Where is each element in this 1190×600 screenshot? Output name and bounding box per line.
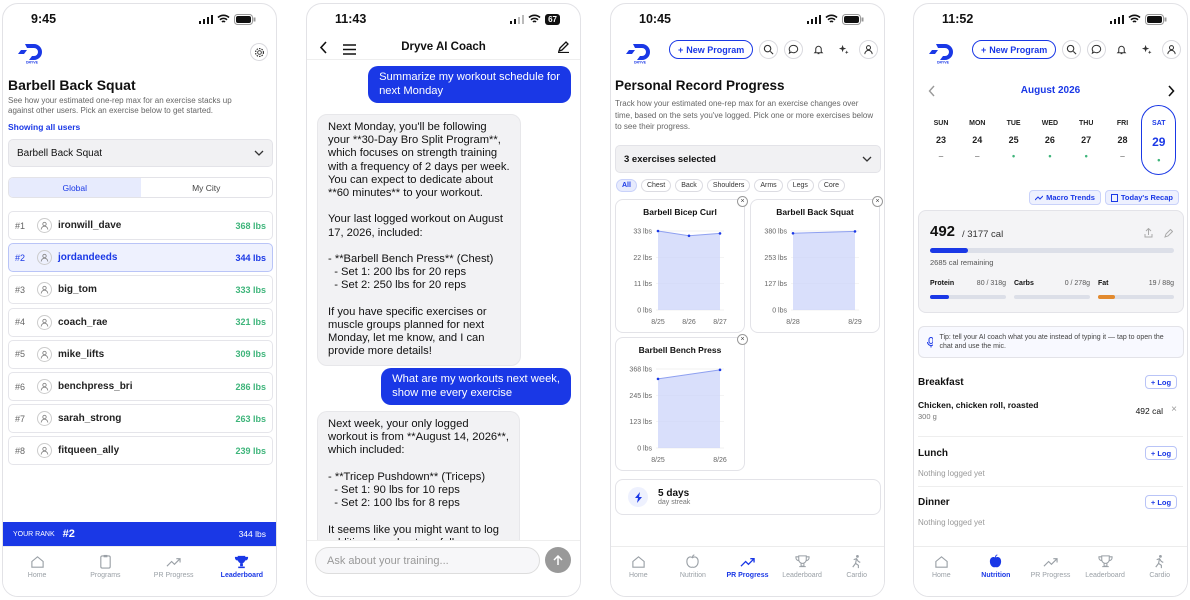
estimated-max: 263 lbs [235, 413, 266, 424]
remove-chart-button[interactable]: × [737, 334, 748, 345]
day-number: 23 [935, 135, 946, 145]
chart-bicep-curl [616, 200, 746, 334]
macro-track [930, 295, 1006, 299]
remove-food-button[interactable] [1171, 404, 1177, 415]
ai-coach-screen [306, 3, 581, 597]
avatar-icon [37, 443, 52, 458]
username: sarah_strong [58, 413, 122, 425]
macro-protein [930, 280, 1006, 299]
dinner-empty-text: Nothing logged yet [918, 518, 985, 527]
chevron-right-icon [1167, 85, 1175, 97]
trend-icon [740, 554, 755, 569]
search-button[interactable] [1062, 40, 1081, 59]
rank: #2 [15, 252, 26, 263]
avatar-icon [37, 315, 52, 330]
day-label: SUN [933, 120, 949, 127]
calories-remaining: 2685 cal remaining [930, 258, 994, 267]
series-area [658, 370, 720, 448]
username: mike_lifts [58, 348, 105, 360]
battery-icon [234, 14, 256, 25]
streak-value: 5 days [658, 488, 690, 499]
avatar-icon [37, 250, 52, 265]
log-dinner-button[interactable]: + Log [1145, 495, 1177, 509]
arrow-up-icon [553, 555, 563, 566]
rank: #3 [15, 284, 26, 295]
showing-users-link[interactable]: Showing all users [8, 122, 81, 132]
food-item-quantity: 300 g [918, 412, 937, 421]
your-rank-weight: 344 lbs [238, 529, 266, 539]
filter-chip-core[interactable]: Core [818, 179, 845, 192]
plus-icon: + [981, 44, 987, 55]
estimated-max: 333 lbs [235, 284, 266, 295]
macro-name: Fat [1098, 280, 1109, 287]
bell-icon [813, 44, 824, 55]
battery-icon [1145, 14, 1167, 25]
status-icons [1110, 14, 1167, 25]
assistant-message: Next Monday, you'll be following your **30-Day Bro Split Program**, which focuses on strength training with a frequency of 2 days per week. You can expect to dedicate about **60 minutes** to your workout. Your last logged workout on August 17, 2026, included: - **Barbell Bench Press** (Chest) - Set 1: 200 lbs for 20 reps - Set 2: 250 lbs for 20 reps If you have specific exercises or muscle groups planned for next Monday, let me know, and I can provide more details! [317, 114, 521, 366]
day-tue[interactable] [1000, 120, 1028, 161]
filter-chip-back[interactable]: Back [675, 179, 703, 192]
nutrition-screen [913, 3, 1188, 597]
status-time: 9:45 [31, 12, 57, 26]
svg-text:DRYVE: DRYVE [634, 60, 646, 64]
x-tick-label: 8/25 [651, 319, 665, 326]
tab-home[interactable]: Home [914, 547, 969, 596]
macro-value: 0 / 278g [1064, 280, 1090, 287]
x-tick-label: 8/26 [682, 319, 696, 326]
chart-card-back-squat [750, 199, 880, 333]
home-icon [30, 554, 45, 569]
home-icon [934, 554, 949, 569]
macro-fill [1098, 295, 1115, 299]
day-number: 26 [1044, 135, 1055, 145]
day-thu[interactable] [1072, 120, 1100, 161]
y-tick-label: 368 lbs [629, 366, 652, 374]
calorie-card [918, 210, 1184, 313]
y-tick-label: 245 lbs [629, 392, 652, 400]
next-month-button[interactable] [1167, 84, 1175, 102]
day-sun[interactable] [927, 120, 955, 161]
day-label: TUE [1006, 120, 1021, 127]
page-title: Barbell Back Squat [8, 77, 136, 93]
exercise-select-value: Barbell Back Squat [17, 147, 103, 159]
trophy-icon [234, 554, 249, 569]
day-wed[interactable] [1036, 120, 1064, 161]
day-number: 28 [1117, 135, 1128, 145]
estimated-max: 239 lbs [235, 445, 266, 456]
chart-title: Barbell Bench Press [638, 345, 722, 355]
chart-bench-press [616, 338, 746, 472]
chart-title: Barbell Back Squat [776, 207, 854, 217]
macro-track [1098, 295, 1174, 299]
day-number: 24 [972, 135, 983, 145]
calorie-progress-track [930, 248, 1174, 253]
runner-icon [849, 554, 864, 569]
sparkle-icon [838, 44, 849, 55]
chart-title: Barbell Bicep Curl [643, 207, 717, 217]
day-label: MON [969, 120, 986, 127]
search-icon [763, 44, 774, 55]
remove-chart-button[interactable]: × [872, 196, 883, 207]
chart-back-squat [751, 200, 881, 334]
meal-dinner-title: Dinner [918, 497, 950, 508]
username: coach_rae [58, 316, 108, 328]
sparkle-icon [1141, 44, 1152, 55]
your-rank-bar [3, 522, 276, 546]
y-tick-label: 380 lbs [764, 228, 787, 236]
wifi-icon [825, 14, 838, 24]
tip-text: Tip: tell your AI coach what you ate instead of typing it — tap to open the chat and use the mic. [939, 333, 1164, 350]
leaderboard-row[interactable] [8, 372, 273, 401]
data-point [657, 230, 660, 233]
day-log-indicator: • [1084, 151, 1088, 161]
signal-icon [199, 15, 213, 24]
status-icons [510, 14, 560, 25]
username: jordandeeds [58, 252, 118, 264]
remove-chart-button[interactable]: × [737, 196, 748, 207]
signal-icon [1110, 15, 1124, 24]
data-point [792, 232, 795, 235]
user-message: Summarize my workout schedule for next Monday [368, 66, 571, 103]
estimated-max: 309 lbs [235, 349, 266, 360]
rank: #7 [15, 413, 26, 424]
username: fitqueen_ally [58, 445, 120, 457]
rank: #5 [15, 349, 26, 360]
muscle-filter-chips [616, 179, 845, 192]
trend-icon [166, 554, 181, 569]
search-icon [1066, 44, 1077, 55]
status-time: 10:45 [639, 12, 671, 26]
dryve-logo [928, 42, 958, 64]
wifi-icon [217, 14, 230, 24]
tab-bar [611, 546, 884, 596]
filter-chip-chest[interactable]: Chest [641, 179, 671, 192]
user-message: What are my workouts next week, show me every exercise [381, 368, 571, 405]
tab-bar [914, 546, 1187, 596]
log-breakfast-button[interactable]: + Log [1145, 375, 1177, 389]
leaderboard-row[interactable] [8, 211, 273, 240]
tab-home[interactable]: Home [611, 547, 666, 596]
tab-nutrition[interactable]: Nutrition [969, 547, 1024, 596]
chat-title: Dryve AI Coach [401, 41, 486, 53]
chevron-down-icon [254, 150, 264, 156]
trophy-icon [795, 554, 810, 569]
page-title: Personal Record Progress [615, 78, 785, 93]
your-rank-label: YOUR RANK [13, 530, 55, 538]
data-point [657, 378, 660, 381]
macro-track [1014, 295, 1090, 299]
y-tick-label: 0 lbs [637, 307, 652, 315]
day-log-indicator: • [1157, 155, 1161, 165]
streak-label: day streak [658, 499, 691, 506]
todays-recap-button[interactable]: Today's Recap [1105, 190, 1179, 205]
tab-pr-progress[interactable]: PR Progress [1023, 547, 1078, 596]
day-mon[interactable] [963, 120, 991, 161]
day-log-indicator: • [1012, 151, 1016, 161]
ai-sparkle-button[interactable] [834, 40, 853, 59]
scope-segmented [8, 177, 273, 198]
profile-button[interactable] [1162, 40, 1181, 59]
y-tick-label: 22 lbs [633, 254, 652, 262]
username: ironwill_dave [58, 220, 122, 231]
macro-carbs [1014, 280, 1090, 299]
filter-chip-all[interactable]: All [616, 179, 637, 192]
tab-leaderboard[interactable]: Leaderboard [208, 547, 276, 596]
runner-icon [1152, 554, 1167, 569]
day-log-indicator: – [938, 151, 944, 161]
chat-bubble-icon [788, 44, 799, 55]
bolt-icon [628, 487, 648, 507]
chat-bubble-icon [1091, 44, 1102, 55]
notifications-button[interactable] [1112, 40, 1131, 59]
tab-pr-progress[interactable]: PR Progress [720, 547, 775, 596]
username: benchpress_bri [58, 381, 133, 392]
new-chat-button[interactable] [557, 40, 570, 58]
header-actions [669, 40, 878, 59]
x-tick-label: 8/26 [713, 457, 727, 464]
series-area [793, 231, 855, 310]
tab-programs[interactable]: Programs [71, 547, 139, 596]
ai-tip-banner[interactable] [918, 326, 1184, 358]
svg-text:DRYVE: DRYVE [937, 60, 949, 64]
your-rank-value: #2 [62, 528, 75, 540]
tab-global[interactable]: Global [9, 178, 141, 197]
tab-cardio[interactable]: Cardio [829, 547, 884, 596]
avatar-icon [37, 347, 52, 362]
day-fri[interactable] [1109, 120, 1137, 161]
wifi-icon [1128, 14, 1141, 24]
day-number: 25 [1008, 135, 1019, 145]
y-tick-label: 33 lbs [633, 228, 652, 236]
pr-progress-screen [610, 3, 885, 597]
macro-fat [1098, 280, 1174, 299]
trend-icon [1035, 195, 1043, 201]
data-point [719, 232, 722, 235]
macro-fill [930, 295, 949, 299]
exercise-multiselect[interactable] [615, 145, 881, 173]
filter-chip-legs[interactable]: Legs [787, 179, 814, 192]
y-tick-label: 0 lbs [637, 445, 652, 453]
leaderboard-row[interactable] [8, 275, 273, 304]
battery-indicator: 67 [545, 14, 560, 25]
chat-input[interactable]: Ask about your training... [315, 547, 540, 574]
day-log-indicator: – [974, 151, 980, 161]
tab-cardio[interactable]: Cardio [1132, 547, 1187, 596]
leaderboard-row[interactable] [8, 340, 273, 369]
svg-text:DRYVE: DRYVE [26, 60, 38, 64]
username: big_tom [58, 284, 97, 296]
day-label: FRI [1116, 120, 1129, 127]
filter-chip-arms[interactable]: Arms [754, 179, 782, 192]
series-area [658, 231, 720, 310]
estimated-max: 344 lbs [235, 252, 266, 263]
calorie-progress-fill [930, 248, 968, 253]
tab-leaderboard[interactable]: Leaderboard [775, 547, 830, 596]
macro-value: 80 / 318g [976, 280, 1006, 287]
selected-count: 3 exercises selected [624, 153, 716, 165]
exercise-select[interactable] [8, 139, 273, 167]
calories-total: / 3177 cal [962, 229, 1004, 240]
chart-card-bicep-curl [615, 199, 745, 333]
day-number: 27 [1081, 135, 1092, 145]
pencil-icon [1164, 229, 1173, 238]
wifi-icon [528, 14, 541, 24]
leaderboard-row[interactable] [8, 436, 273, 465]
estimated-max: 321 lbs [235, 317, 266, 328]
assistant-message: Next week, your only logged workout is from **August 14, 2026**, which included: - **Tricep Pushdown** (Triceps) - Set 1: 90 lbs for 10 reps - Set 2: 100 lbs for 8 reps It seems like you might want to log [317, 411, 520, 543]
leaderboard-screen [2, 3, 277, 597]
notifications-button[interactable] [809, 40, 828, 59]
avatar-icon [37, 218, 52, 233]
rank: #6 [15, 381, 26, 392]
rank: #1 [15, 220, 26, 231]
apple-icon [988, 554, 1003, 569]
macro-trends-button[interactable]: Macro Trends [1029, 190, 1101, 205]
day-number: 29 [1152, 135, 1166, 149]
day-label: SAT [1152, 120, 1166, 127]
clipboard-icon [98, 554, 113, 569]
x-tick-label: 8/25 [651, 457, 665, 464]
share-icon [1144, 228, 1153, 238]
status-time: 11:52 [942, 12, 974, 26]
rank: #4 [15, 317, 26, 328]
trophy-icon [1098, 554, 1113, 569]
selected-day-ring [1141, 105, 1176, 175]
edit-button[interactable] [1164, 225, 1173, 243]
dryve-logo [625, 42, 655, 64]
x-tick-label: 8/28 [786, 319, 800, 326]
status-icons [199, 14, 256, 25]
plus-icon: + [678, 44, 684, 55]
bell-icon [1116, 44, 1127, 55]
data-point [719, 369, 722, 372]
settings-button[interactable] [250, 43, 268, 61]
edit-icon [557, 40, 570, 53]
chevron-down-icon [862, 156, 872, 162]
tab-bar [3, 546, 276, 596]
y-tick-label: 123 lbs [629, 419, 652, 427]
tab-leaderboard[interactable]: Leaderboard [1078, 547, 1133, 596]
user-icon [1166, 44, 1177, 55]
day-log-indicator: – [1119, 151, 1125, 161]
apple-icon [685, 554, 700, 569]
share-button[interactable] [1144, 225, 1153, 243]
new-program-button[interactable]: + New Program [669, 40, 753, 59]
food-item-calories: 492 cal [1135, 406, 1163, 416]
y-tick-label: 11 lbs [633, 281, 652, 289]
x-tick-label: 8/29 [848, 319, 862, 326]
search-button[interactable] [759, 40, 778, 59]
close-icon: × [1171, 404, 1177, 415]
day-label: THU [1078, 120, 1094, 127]
day-label: WED [1041, 120, 1059, 127]
macro-name: Carbs [1014, 280, 1034, 287]
avatar-icon [37, 411, 52, 426]
rank: #8 [15, 445, 26, 456]
header-actions [972, 40, 1181, 59]
day-log-indicator: • [1048, 151, 1052, 161]
avatar-icon [37, 379, 52, 394]
tab-my-city[interactable]: My City [192, 182, 221, 193]
document-icon [1111, 194, 1118, 202]
estimated-max: 286 lbs [235, 381, 266, 392]
y-tick-label: 127 lbs [764, 281, 787, 289]
y-tick-label: 253 lbs [764, 254, 787, 262]
nutrition-links [1029, 190, 1179, 205]
leaderboard-row[interactable] [8, 404, 273, 433]
status-time: 11:43 [335, 12, 367, 26]
estimated-max: 368 lbs [235, 220, 266, 231]
gear-icon [254, 47, 265, 58]
log-lunch-button[interactable]: + Log [1145, 446, 1177, 460]
chart-card-bench-press [615, 337, 745, 471]
y-tick-label: 0 lbs [772, 307, 787, 315]
microphone-icon [927, 337, 933, 348]
data-point [854, 230, 857, 233]
signal-icon [807, 15, 821, 24]
page-description: See how your estimated one-rep max for an exercise stacks up against other users. Pick an exercise below to get started. [8, 96, 232, 115]
lunch-empty-text: Nothing logged yet [918, 469, 985, 478]
status-icons [807, 14, 864, 25]
tab-nutrition[interactable]: Nutrition [666, 547, 721, 596]
status-bar [914, 4, 1187, 34]
meal-lunch-title: Lunch [918, 448, 948, 459]
leaderboard-row[interactable] [8, 243, 273, 272]
calories-consumed: 492 [930, 223, 956, 240]
leaderboard-row[interactable] [8, 308, 273, 337]
dryve-logo [17, 42, 47, 64]
month-label: August 2026 [1020, 85, 1081, 96]
macro-name: Protein [930, 280, 955, 287]
filter-chip-shoulders[interactable]: Shoulders [707, 179, 751, 192]
trend-icon [1043, 554, 1058, 569]
signal-icon [510, 15, 524, 24]
new-program-button[interactable]: + New Program [972, 40, 1056, 59]
chat-button[interactable] [1087, 40, 1106, 59]
food-item-name[interactable]: Chicken, chicken roll, roasted [918, 400, 1039, 410]
data-point [688, 234, 691, 237]
meal-breakfast-title: Breakfast [918, 377, 964, 388]
x-tick-label: 8/27 [713, 319, 727, 326]
ai-sparkle-button[interactable] [1137, 40, 1156, 59]
chat-button[interactable] [784, 40, 803, 59]
page-description: Track how your estimated one-rep max for an exercise changes over time, based on the sets you've logged. Pick one or more exercises below to see their progress. [615, 99, 874, 131]
battery-icon [842, 14, 864, 25]
profile-button[interactable] [859, 40, 878, 59]
send-button[interactable] [545, 547, 571, 573]
tab-home[interactable]: Home [3, 547, 71, 596]
user-icon [863, 44, 874, 55]
macro-value: 19 / 88g [1148, 280, 1174, 287]
tab-pr-progress[interactable]: PR Progress [140, 547, 208, 596]
streak-card [615, 479, 881, 515]
status-bar [611, 4, 884, 34]
status-bar [307, 4, 580, 34]
home-icon [631, 554, 646, 569]
avatar-icon [37, 282, 52, 297]
status-bar [3, 4, 276, 34]
